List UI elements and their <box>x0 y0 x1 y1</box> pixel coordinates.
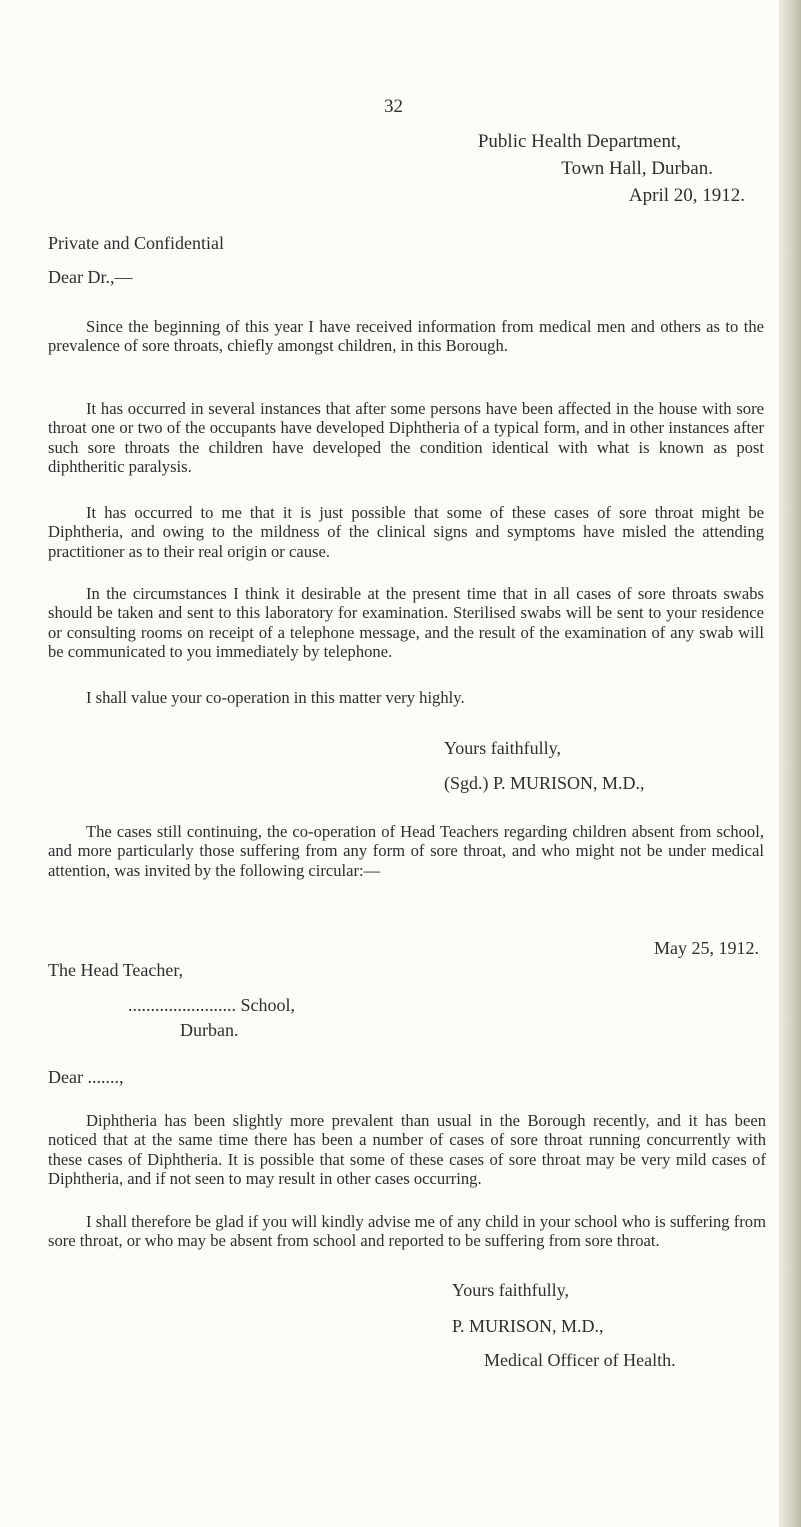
letter-paragraph: In the circumstances I think it desirable at the present time that in all cases of sore throats swabs should be taken and sent to this laboratory for examination. Sterilised swabs will be sent to your residence or consulting rooms on receipt of a telephone message, and the result of the examination of any swab will be communicated to you immediately by telephone. <box>48 584 764 662</box>
closing: Yours faithfully, <box>444 738 562 758</box>
signature: (Sgd.) P. MURISON, M.D., <box>444 773 645 793</box>
circular-addressee: The Head Teacher, <box>48 960 184 980</box>
circular-school-line: ........................ School, <box>128 995 296 1015</box>
page-number: 32 <box>384 96 403 117</box>
letter-paragraph: Since the beginning of this year I have received information from medical men and others as to the prevalence of sore throats, chiefly amongst children, in this Borough. <box>48 317 764 356</box>
page-edge-shadow <box>779 0 801 1527</box>
circular-salutation: Dear ......., <box>48 1067 124 1087</box>
circular-signature: P. MURISON, M.D., <box>452 1316 604 1336</box>
circular-paragraph: Diphtheria has been slightly more prevalent than usual in the Borough recently, and it has been noticed that at the same time there has been a number of cases of sore throat running concurrently with these cases of Diphtheria. It is possible that some of these cases of sore throat may be very mild cases of Diphtheria, and if not seen to may result in other cases occurring. <box>48 1111 766 1189</box>
letterhead-date: April 20, 1912. <box>628 185 745 206</box>
letterhead <box>478 128 745 209</box>
circular-date: May 25, 1912. <box>654 938 759 958</box>
circular-signatory-title: Medical Officer of Health. <box>484 1350 676 1370</box>
circular-city: Durban. <box>180 1020 239 1040</box>
letter-paragraph: It has occurred in several instances that after some persons have been affected in the house with sore throat one or two of the occupants have developed Diphtheria of a typical form, and in other instances after such sore throats the children have developed the condition identical with what is known as post diphtheritic paralysis. <box>48 399 764 477</box>
letterhead-department: Public Health Department, <box>477 131 681 152</box>
letterhead-address: Town Hall, Durban. <box>561 158 713 179</box>
circular-closing: Yours faithfully, <box>452 1280 570 1300</box>
confidential-marking: Private and Confidential <box>48 233 224 253</box>
letter-paragraph: It has occurred to me that it is just possible that some of these cases of sore throat might be Diphtheria, and owing to the mildness of the clinical signs and symptoms have misled the attending practitioner as to their real origin or cause. <box>48 503 764 561</box>
circular-paragraph: I shall therefore be glad if you will kindly advise me of any child in your school who is suffering from sore throat, or who may be absent from school and reported to be suffering from sore throat. <box>48 1212 766 1251</box>
letter-paragraph: I shall value your co-operation in this matter very highly. <box>86 688 465 707</box>
salutation: Dear Dr.,— <box>48 267 133 287</box>
narrative-paragraph: The cases still continuing, the co-operation of Head Teachers regarding children absent from school, and more particularly those suffering from any form of sore throat, and who might not be under medical attention, was invited by the following circular:— <box>48 822 764 880</box>
